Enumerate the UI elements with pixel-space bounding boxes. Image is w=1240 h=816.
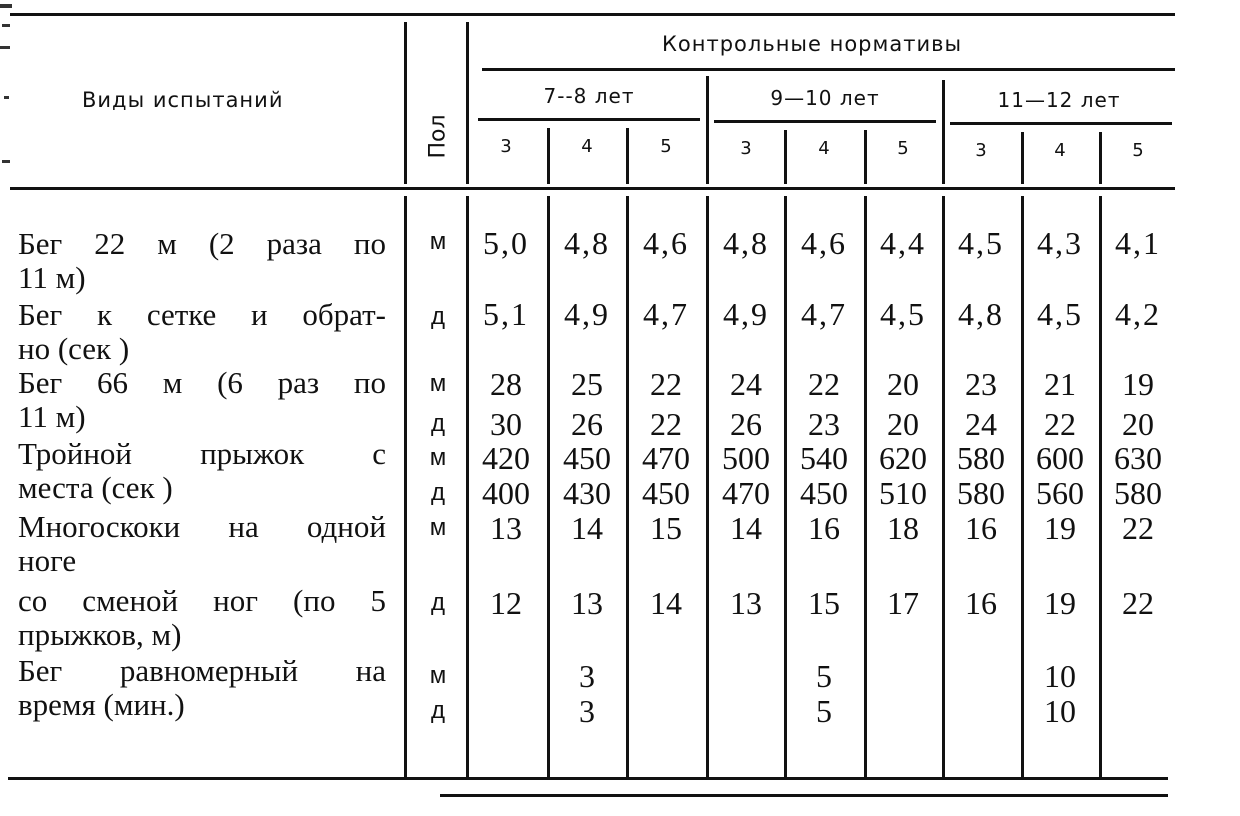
grade-header: 4 <box>818 138 830 159</box>
test-name-line: Бег 22 м (2 раза по <box>18 226 386 261</box>
norm-value-cell: 15 <box>650 510 682 546</box>
norm-value-cell: 22 <box>650 366 682 402</box>
norm-value-cell: 21 <box>1044 366 1076 402</box>
norm-value-cell: 12 <box>490 585 522 621</box>
sex-cell: м <box>429 370 447 397</box>
test-name-line: время (мин.) <box>18 687 185 722</box>
scan-speck <box>0 46 10 49</box>
tests-column-header: Виды испытаний <box>82 88 284 112</box>
norm-value-cell: 4,1 <box>1115 225 1161 261</box>
norm-value-cell: 18 <box>887 510 919 546</box>
grade-header: 3 <box>975 140 987 161</box>
norm-value-cell: 20 <box>887 406 919 442</box>
grade-header: 5 <box>897 138 909 159</box>
norm-value-cell: 430 <box>563 475 611 511</box>
scan-speck <box>4 96 9 99</box>
norm-value-cell: 13 <box>730 585 762 621</box>
norm-value-cell: 3 <box>579 658 595 694</box>
norm-value-cell: 10 <box>1044 693 1076 729</box>
col-rule-grade-3-5 <box>1099 132 1102 184</box>
norms-rule <box>482 68 1175 71</box>
sex-cell: д <box>430 697 445 724</box>
norm-value-cell: 4,6 <box>801 225 847 261</box>
sex-cell: м <box>429 228 447 255</box>
norm-value-cell: 4,8 <box>564 225 610 261</box>
age-group-11-12: 11—12 лет <box>997 88 1121 112</box>
norm-value-cell: 17 <box>887 585 919 621</box>
test-name-line: со сменой ног (по 5 <box>18 583 386 618</box>
grade-header: 4 <box>1054 140 1066 161</box>
norm-value-cell: 4,5 <box>880 296 926 332</box>
header-bottom-rule <box>10 187 1175 190</box>
norm-value-cell: 14 <box>650 585 682 621</box>
norm-value-cell: 5,0 <box>483 225 529 261</box>
col-rule-sex <box>466 22 469 184</box>
grade-header: 5 <box>1132 140 1144 161</box>
norm-value-cell: 450 <box>642 475 690 511</box>
bottom-rule-2 <box>440 794 1168 797</box>
scan-speck <box>2 24 10 27</box>
sex-cell: д <box>430 410 445 437</box>
sex-cell: д <box>430 303 445 330</box>
norm-value-cell: 28 <box>490 366 522 402</box>
test-name-line: 11 м) <box>18 399 86 434</box>
norm-value-cell: 4,3 <box>1037 225 1083 261</box>
norm-value-cell: 25 <box>571 366 603 402</box>
norm-value-cell: 23 <box>965 366 997 402</box>
norm-value-cell: 4,9 <box>564 296 610 332</box>
norm-value-cell: 19 <box>1044 585 1076 621</box>
norm-value-cell: 16 <box>808 510 840 546</box>
norm-value-cell: 22 <box>1044 406 1076 442</box>
col-rule-names-body <box>404 196 407 778</box>
norm-value-cell: 560 <box>1036 475 1084 511</box>
grade-header: 5 <box>660 136 672 157</box>
norm-value-cell: 23 <box>808 406 840 442</box>
norm-value-cell: 3 <box>579 693 595 729</box>
test-name-line: но (сек ) <box>18 331 130 366</box>
col-rule-grade-3-4 <box>1021 132 1024 184</box>
norm-value-cell: 420 <box>482 440 530 476</box>
col-rule-grade-2-5 <box>864 130 867 184</box>
norm-value-cell: 4,9 <box>723 296 769 332</box>
age-group-7-8: 7--8 лет <box>543 84 635 108</box>
norm-value-cell: 15 <box>808 585 840 621</box>
norm-value-cell: 4,2 <box>1115 296 1161 332</box>
norm-value-cell: 26 <box>571 406 603 442</box>
col-rule-names <box>404 22 407 184</box>
norm-value-cell: 22 <box>1122 510 1154 546</box>
norm-value-cell: 470 <box>722 475 770 511</box>
norms-header: Контрольные нормативы <box>662 32 963 56</box>
norm-value-cell: 510 <box>879 475 927 511</box>
norm-value-cell: 20 <box>1122 406 1154 442</box>
norm-value-cell: 16 <box>965 585 997 621</box>
test-name-line: Бег 66 м (6 раз по <box>18 365 386 400</box>
norm-value-cell: 4,5 <box>1037 296 1083 332</box>
age-group-9-10: 9—10 лет <box>770 86 880 110</box>
norm-value-cell: 630 <box>1114 440 1162 476</box>
norm-value-cell: 5 <box>816 693 832 729</box>
sex-column-header: Пол <box>425 114 451 159</box>
norm-value-cell: 4,8 <box>958 296 1004 332</box>
norm-value-cell: 500 <box>722 440 770 476</box>
norm-value-cell: 22 <box>650 406 682 442</box>
scan-speck <box>0 4 12 8</box>
norm-value-cell: 24 <box>965 406 997 442</box>
norm-value-cell: 580 <box>957 440 1005 476</box>
col-rule-grade-2-4 <box>784 130 787 184</box>
norm-value-cell: 19 <box>1044 510 1076 546</box>
norm-value-cell: 600 <box>1036 440 1084 476</box>
norm-value-cell: 470 <box>642 440 690 476</box>
norm-value-cell: 4,4 <box>880 225 926 261</box>
norm-value-cell: 4,8 <box>723 225 769 261</box>
norm-value-cell: 30 <box>490 406 522 442</box>
age-rule-1 <box>478 118 700 121</box>
norm-value-cell: 24 <box>730 366 762 402</box>
col-rule-grade-1-5 <box>626 128 629 184</box>
test-name-line: прыжков, м) <box>18 617 182 652</box>
norm-value-cell: 10 <box>1044 658 1076 694</box>
norm-value-cell: 5 <box>816 658 832 694</box>
test-name-line: 11 м) <box>18 260 86 295</box>
norm-value-cell: 580 <box>957 475 1005 511</box>
test-name-line: ноге <box>18 543 77 578</box>
bottom-rule-1 <box>8 777 1168 780</box>
grade-header: 3 <box>740 138 752 159</box>
sex-cell: д <box>430 479 445 506</box>
norm-value-cell: 13 <box>571 585 603 621</box>
norm-value-cell: 14 <box>571 510 603 546</box>
norm-value-cell: 4,7 <box>643 296 689 332</box>
grade-header: 3 <box>500 136 512 157</box>
test-name-line: Бег к сетке и обрат- <box>18 297 386 332</box>
age-rule-2 <box>714 120 936 123</box>
grade-header: 4 <box>581 136 593 157</box>
norm-value-cell: 400 <box>482 475 530 511</box>
norm-value-cell: 450 <box>800 475 848 511</box>
col-rule-grade-1-4 <box>547 128 550 184</box>
norm-value-cell: 4,5 <box>958 225 1004 261</box>
norm-value-cell: 13 <box>490 510 522 546</box>
test-name-line: Многоскоки на одной <box>18 509 386 544</box>
norm-value-cell: 540 <box>800 440 848 476</box>
age-rule-3 <box>950 122 1172 125</box>
norm-value-cell: 19 <box>1122 366 1154 402</box>
sex-cell: м <box>429 662 447 689</box>
norm-value-cell: 5,1 <box>483 296 529 332</box>
norm-value-cell: 580 <box>1114 475 1162 511</box>
norm-value-cell: 22 <box>1122 585 1154 621</box>
norm-value-cell: 620 <box>879 440 927 476</box>
norm-value-cell: 22 <box>808 366 840 402</box>
norm-value-cell: 16 <box>965 510 997 546</box>
sex-cell: д <box>430 589 445 616</box>
norm-value-cell: 4,7 <box>801 296 847 332</box>
test-name-line: Бег равномерный на <box>18 653 386 688</box>
col-rule-age-2 <box>706 76 709 184</box>
norm-value-cell: 4,6 <box>643 225 689 261</box>
test-name-line: Тройной прыжок с <box>18 436 386 471</box>
col-rule-age-3 <box>942 80 945 184</box>
sex-cell: м <box>429 444 447 471</box>
norm-value-cell: 20 <box>887 366 919 402</box>
norm-value-cell: 26 <box>730 406 762 442</box>
test-name-line: места (сек ) <box>18 470 173 505</box>
top-rule <box>10 13 1175 16</box>
sex-cell: м <box>429 514 447 541</box>
scan-speck <box>2 160 10 163</box>
norm-value-cell: 450 <box>563 440 611 476</box>
norm-value-cell: 14 <box>730 510 762 546</box>
